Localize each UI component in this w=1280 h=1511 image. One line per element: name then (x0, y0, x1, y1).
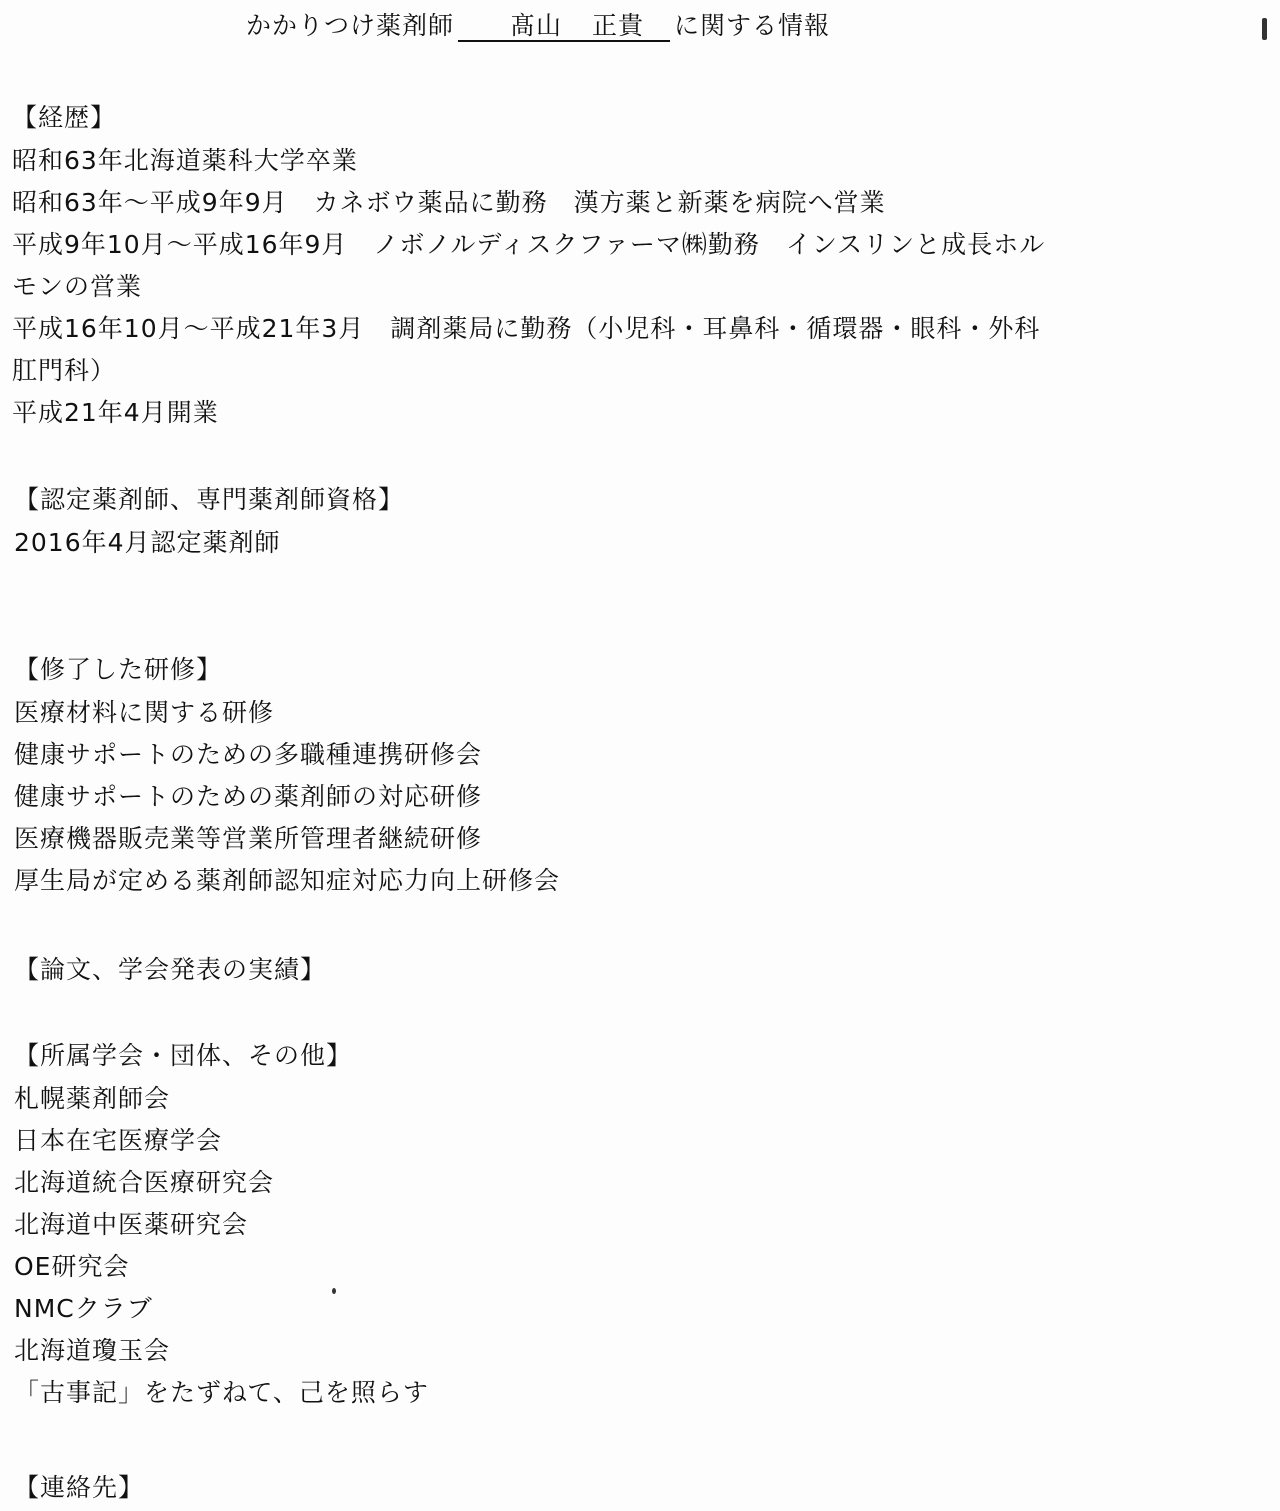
contact-section (14, 1466, 1094, 1510)
affiliation-item: OE研究会 (14, 1252, 130, 1281)
affiliation-item: 北海道中医薬研究会 (14, 1210, 249, 1239)
scan-speck (332, 1288, 336, 1294)
training-item: 医療材料に関する研修 (14, 698, 275, 727)
training-item: 医療機器販売業等営業所管理者継続研修 (14, 824, 483, 853)
career-heading: 【経歴】 (12, 103, 117, 132)
pharmacist-name (458, 12, 670, 42)
certification-section (14, 478, 1094, 564)
career-item: 平成16年10月～平成21年3月 調剤薬局に勤務（小児科・耳鼻科・循環器・眼科・外科肛門科） (12, 314, 1041, 385)
certification-item: 2016年4月認定薬剤師 (14, 528, 281, 557)
training-item: 健康サポートのための薬剤師の対応研修 (14, 782, 483, 811)
training-item: 厚生局が定める薬剤師認知症対応力向上研修会 (14, 866, 561, 895)
scan-speck (1262, 18, 1267, 40)
certification-heading: 【認定薬剤師、専門薬剤師資格】 (14, 485, 405, 514)
affiliation-item: 北海道統合医療研究会 (14, 1168, 275, 1197)
career-item: 昭和63年～平成9年9月 カネボウ薬品に勤務 漢方薬と新薬を病院へ営業 (12, 188, 886, 217)
training-item: 健康サポートのための多職種連携研修会 (14, 740, 483, 769)
training-section (14, 648, 1094, 902)
affiliation-item: 北海道瓊玉会 (14, 1336, 171, 1365)
career-item: 平成21年4月開業 (12, 398, 219, 427)
affiliation-item: 「古事記」をたずねて、己を照らす (14, 1378, 429, 1407)
affiliations-heading: 【所属学会・団体、その他】 (14, 1041, 353, 1070)
affiliation-item: NMCクラブ (14, 1294, 153, 1323)
page-title (246, 10, 830, 42)
career-item: 平成9年10月～平成16年9月 ノボノルディスクファーマ㈱勤務 インスリンと成長ホルモンの営業 (12, 230, 1046, 301)
title-suffix: に関する情報 (674, 11, 831, 40)
papers-section (14, 948, 1094, 992)
affiliation-item: 札幌薬剤師会 (14, 1084, 171, 1113)
pharmacist-surname: 髙山 (510, 11, 563, 40)
training-heading: 【修了した研修】 (14, 655, 223, 684)
title-prefix: かかりつけ薬剤師 (246, 11, 455, 40)
contact-heading: 【連絡先】 (14, 1473, 145, 1502)
affiliation-item: 日本在宅医療学会 (14, 1126, 223, 1155)
career-section (12, 96, 1092, 434)
affiliations-section (14, 1034, 1094, 1414)
papers-heading: 【論文、学会発表の実績】 (14, 955, 327, 984)
career-item: 昭和63年北海道薬科大学卒業 (12, 146, 358, 175)
pharmacist-given-name: 正貴 (592, 11, 645, 40)
